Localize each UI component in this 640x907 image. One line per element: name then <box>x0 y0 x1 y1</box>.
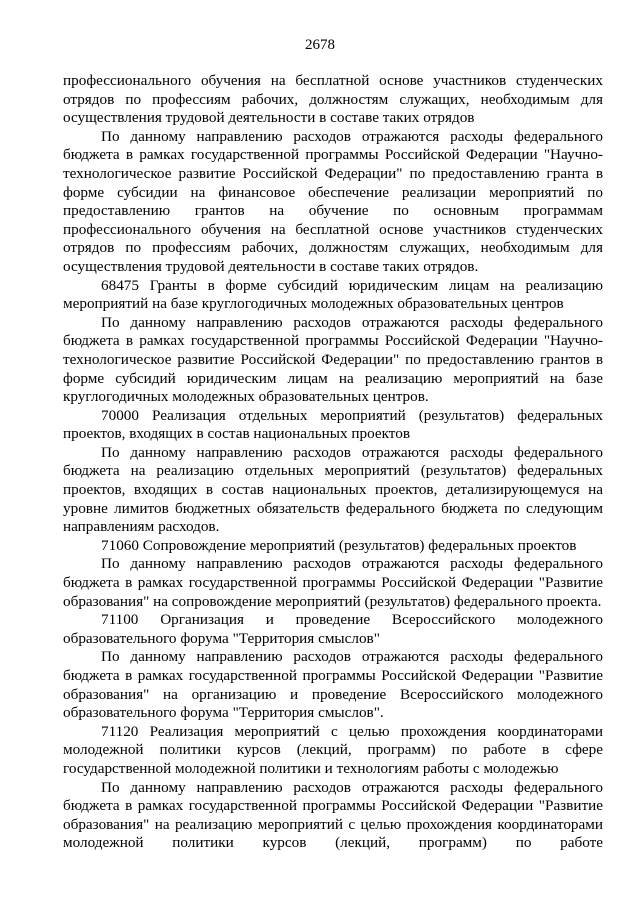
paragraph: По данному направлению расходов отражаются расходы федерального бюджета в рамках государственной программы Российской Федерации "Научно-технологическое развитие Российской Федерации" по предоставлению грантов в форме субсидий юридическим лицам на реализацию мероприятий на базе круглогодичных молодежных образовательных центров. <box>63 313 603 406</box>
paragraph: 71120 Реализация мероприятий с целью прохождения координаторами молодежной политики курсов (лекций, программ) по работе в сфере государственной молодежной политики и технологиям работы с молодежью <box>63 722 603 777</box>
paragraph: профессионального обучения на бесплатной основе участников студенческих отрядов по профессиям рабочих, должностям служащих, необходимым для осуществления трудовой деятельности в составе таких отрядов <box>63 72 603 127</box>
document-body <box>63 72 603 853</box>
page-number: 2678 <box>305 37 335 53</box>
paragraph: 70000 Реализация отдельных мероприятий (результатов) федеральных проектов, входящих в состав национальных проектов <box>63 406 603 443</box>
paragraph: По данному направлению расходов отражаются расходы федерального бюджета в рамках государственной программы Российской Федерации "Научно-технологическое развитие Российской Федерации" по предоставлению гранта в форме субсидии на финансовое обеспечение реализации мероприятий по предоставлению грантов на обучение по основным программам профессионального обучения на бесплатной основе участников студенческих отрядов по профессиям рабочих, должностям служащих, необходимым для осуществления трудовой деятельности в составе таких отрядов. <box>63 127 603 275</box>
paragraph: По данному направлению расходов отражаются расходы федерального бюджета на реализацию отдельных мероприятий (результатов) федеральных проектов, входящих в состав национальных проектов, детализирующемуся на уровне лимитов бюджетных обязательств федерального бюджета по следующим направлениям расходов. <box>63 443 603 536</box>
paragraph: 71060 Сопровождение мероприятий (результатов) федеральных проектов <box>101 536 577 554</box>
paragraph: По данному направлению расходов отражаются расходы федерального бюджета в рамках государственной программы Российской Федерации "Развитие образования" на реализацию мероприятий с целью прохождения координаторами молодежной политики курсов (лекций, программ) по работе <box>63 778 603 852</box>
paragraph: По данному направлению расходов отражаются расходы федерального бюджета в рамках государственной программы Российской Федерации "Развитие образования" на организацию и проведение Всероссийского молодежного образовательного форума "Территория смыслов". <box>63 648 603 722</box>
paragraph: 68475 Гранты в форме субсидий юридическим лицам на реализацию мероприятий на базе круглогодичных молодежных образовательных центров <box>63 276 603 313</box>
paragraph: 71100 Организация и проведение Всероссийского молодежного образовательного форума "Территория смыслов" <box>63 611 603 647</box>
paragraph: По данному направлению расходов отражаются расходы федерального бюджета в рамках государственной программы Российской Федерации "Развитие образования" на сопровождение мероприятий (результатов) федерального проекта. <box>63 555 603 610</box>
